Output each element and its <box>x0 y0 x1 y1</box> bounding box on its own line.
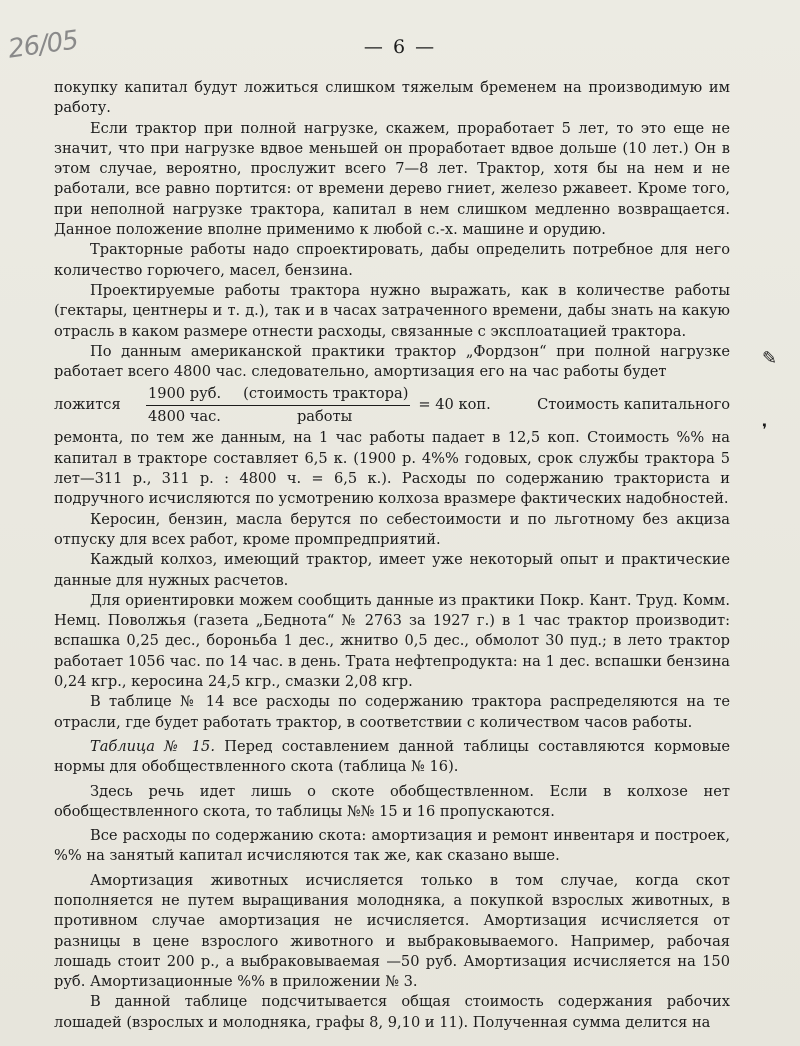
paragraph: В данной таблице подсчитывается общая стоимость содержания рабочих лошадей (взрослых и молодняка, графы 8, 9,10 и 11). Полученная сумма делится на <box>54 993 730 1031</box>
paragraph: В таблице № 14 все расходы по содержанию трактора распределяются на те отрасли, где будет работать трактор, в соответствии с количеством часов работы. <box>54 693 730 731</box>
page-number: — 6 — <box>363 36 437 58</box>
denominator-note: работы <box>296 407 353 425</box>
paragraph: Керосин, бензин, масла берутся по себестоимости и по льготному без акциза отпуску для всех работ, кроме промпредприятий. <box>54 510 730 548</box>
paragraph: По данным американской практики трактор „Фордзон“ при полной нагрузке работает всего 4800 час. следовательно, амортизация его на час работы будет <box>54 342 730 381</box>
paragraph: покупку капитал будут ложиться слишком тяжелым бременем на производимую им работу. <box>54 79 730 117</box>
numerator-value: 1900 руб. <box>148 384 222 402</box>
paragraph: Все расходы по содержанию скота: амортизация и ремонт инвентаря и построек, %% на занятый капитал исчисляются так же, как сказано выше. <box>54 827 730 865</box>
amortization-formula <box>54 382 730 428</box>
margin-mark-icon: ✎ <box>762 348 778 369</box>
formula-denominator <box>146 406 410 427</box>
handwritten-archive-note: 26/05 <box>6 25 80 65</box>
table-15-heading: Таблица № 15. <box>90 737 215 755</box>
formula-fraction <box>146 384 410 428</box>
denominator-value: 4800 час. <box>148 407 221 425</box>
formula-result-line <box>418 395 730 415</box>
formula-tail: Стоимость капитального <box>537 396 730 414</box>
paragraph: Каждый колхоз, имеющий трактор, имеет уже некоторый опыт и практические данные для нужных расчетов. <box>54 551 730 589</box>
table-15-paragraph <box>54 737 730 778</box>
paragraph: Тракторные работы надо спроектировать, дабы определить потребное для него количество горючего, масел, бензина. <box>54 241 730 279</box>
paragraph: Здесь речь идет лишь о скоте обобществленном. Если в колхозе нет обобществленного скота, то таблицы №№ 15 и 16 пропускаются. <box>54 782 730 820</box>
paragraph: Для ориентировки можем сообщить данные из практики Покр. Кант. Труд. Комм. Немц. Поволжья (газета „Беднота“ № 2763 за 1927 г.) в 1 час трактор производит: вспашка 0,25 дес., бороньба 1 дес., жнитво 0,5 дес., обмолот 30 пуд.; в лето трактор работает 1056 час. по 14 час. в день. Трата нефтепродукта: на 1 дес. вспашки бензина 0,24 кгр., керосина 24,5 кгр., смазки 2,08 кгр. <box>54 591 730 691</box>
document-body <box>54 78 730 1033</box>
formula-lead: ложится <box>54 396 121 414</box>
paragraph: Если трактор при полной нагрузке, скажем, проработает 5 лет, то это еще не значит, что при нагрузке вдвое меньшей он проработает вдвое дольше (10 лет.) Он в этом случае, вероятно, прослужит всего 7—8 лет. Трактор, хотя бы на нем и не работали, все равно портится: от времени дерево гниет, железо ржавеет. Кроме того, при неполной нагрузке трактора, капитал в нем слишком медленно возвращается. Данное положение вполне применимо к любой с.-х. машине и орудию. <box>54 119 730 239</box>
paragraph: ремонта, по тем же данным, на 1 час работы падает в 12,5 коп. Стоимость %% на капитал в тракторе составляет 6,5 к. (1900 р. 4%% годовых, срок службы трактора 5 лет—311 р., 311 р. : 4800 ч. = 6,5 к.). Расходы по содержанию тракториста и подручного исчисляются по усмотрению колхоза вразмере фактических надобностей. <box>54 429 730 508</box>
margin-mark-icon: ❜ <box>762 420 768 439</box>
numerator-note: (стоимость трактора) <box>243 384 409 402</box>
table-15-text: Перед составлением данной таблицы составляются кормовые нормы для обобществленного скота (таблица № 16). <box>54 737 730 776</box>
formula-result: = 40 коп. <box>418 396 491 414</box>
paragraph: Амортизация животных исчисляется только в том случае, когда скот пополняется не путем выращивания молодняка, а покупкой взрослых животных, в противном случае амортизация не исчисляется. Амортизация исчисляется от разницы в цене взрослого животного и выбраковываемого. Например, рабочая лошадь стоит 200 р., а выбраковываемая —50 руб. Амортизация исчисляется на 150 руб. Амортизационные %% в приложении № 3. <box>54 871 730 991</box>
paragraph: Проектируемые работы трактора нужно выражать, как в количестве работы (гектары, центнеры и т. д.), так и в часах затраченного времени, дабы знать на какую отрасль в каком размере отнести расходы, связанные с эксплоатацией трактора. <box>54 281 730 340</box>
formula-numerator <box>146 384 410 406</box>
